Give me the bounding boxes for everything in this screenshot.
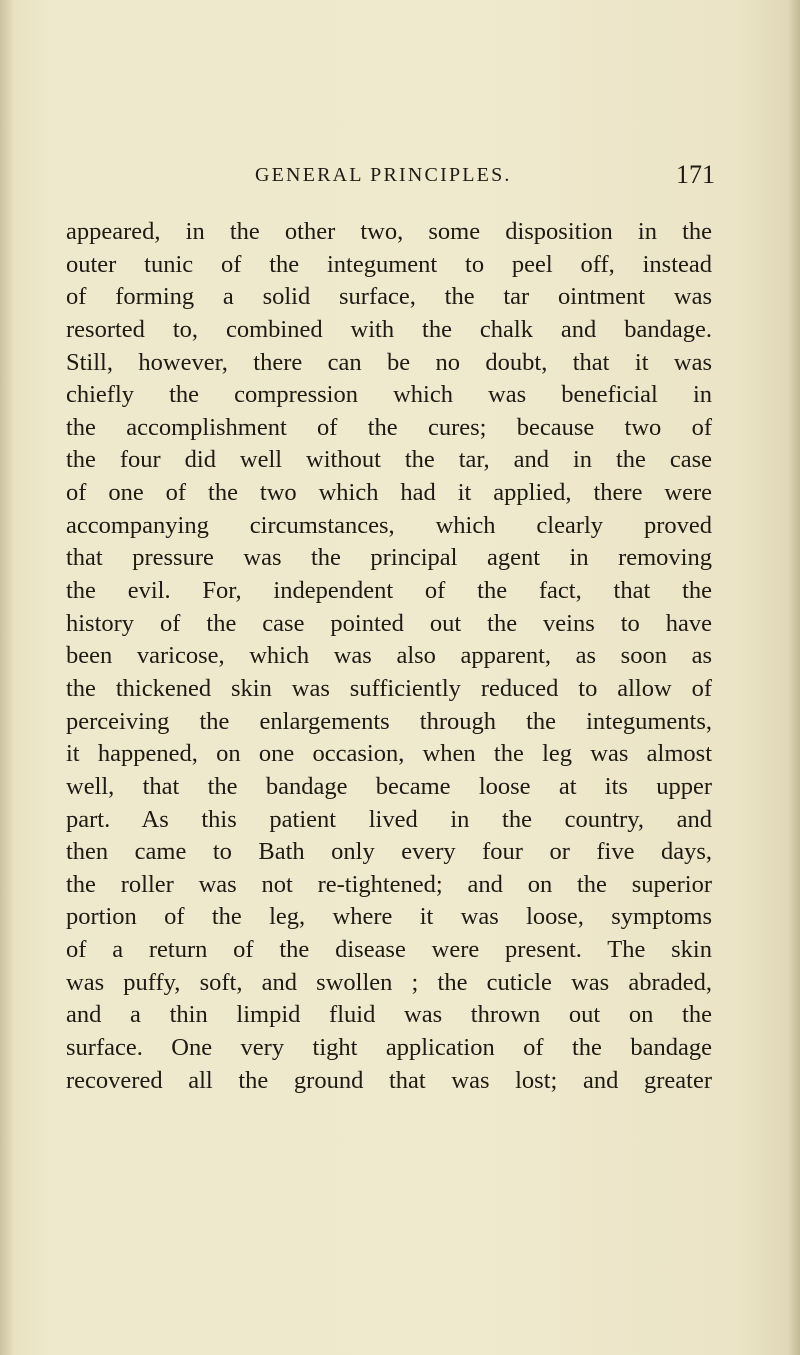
page-header	[255, 160, 715, 194]
text-line: the accomplishment of the cures; because two of	[66, 413, 712, 441]
text-line: it happened, on one occasion, when the leg was almost	[66, 740, 712, 768]
text-line: was puffy, soft, and swollen ; the cuticle was abraded,	[66, 968, 712, 996]
text-line: the roller was not re-tightened; and on the superior	[66, 870, 712, 898]
text-line: been varicose, which was also apparent, as soon as	[66, 642, 712, 670]
text-line: the four did well without the tar, and in the case	[66, 446, 712, 474]
text-line: recovered all the ground that was lost; and greater	[66, 1066, 712, 1094]
text-line: of a return of the disease were present. The skin	[66, 936, 712, 964]
text-line: well, that the bandage became loose at its upper	[66, 772, 712, 800]
text-line: outer tunic of the integument to peel off, instead	[66, 250, 712, 278]
text-line: portion of the leg, where it was loose, symptoms	[66, 903, 712, 931]
text-line: history of the case pointed out the veins to have	[66, 609, 712, 637]
text-line: chiefly the compression which was beneficial in	[66, 381, 712, 409]
running-head: GENERAL PRINCIPLES.	[255, 164, 512, 186]
text-line: part. As this patient lived in the country, and	[66, 805, 712, 833]
body-text	[66, 216, 712, 1097]
gutter-shadow	[0, 0, 14, 1355]
text-line: of forming a solid surface, the tar ointment was	[66, 283, 712, 311]
text-line: and a thin limpid fluid was thrown out on the	[66, 1001, 712, 1029]
text-line: surface. One very tight application of the bandage	[66, 1034, 712, 1062]
text-line: perceiving the enlargements through the integuments,	[66, 707, 712, 735]
text-line: appeared, in the other two, some disposition in the	[66, 218, 712, 245]
text-line: Still, however, there can be no doubt, that it was	[66, 348, 712, 376]
text-line: accompanying circumstances, which clearly proved	[66, 511, 712, 539]
text-line: the evil. For, independent of the fact, that the	[66, 577, 712, 605]
text-line: that pressure was the principal agent in removing	[66, 544, 712, 572]
text-line: of one of the two which had it applied, there were	[66, 479, 712, 507]
text-line: then came to Bath only every four or five days,	[66, 838, 712, 866]
page-edge	[788, 0, 800, 1355]
page-number: 171	[676, 160, 715, 189]
text-line: the thickened skin was sufficiently reduced to allow of	[66, 674, 712, 702]
text-line: resorted to, combined with the chalk and bandage.	[66, 315, 712, 343]
